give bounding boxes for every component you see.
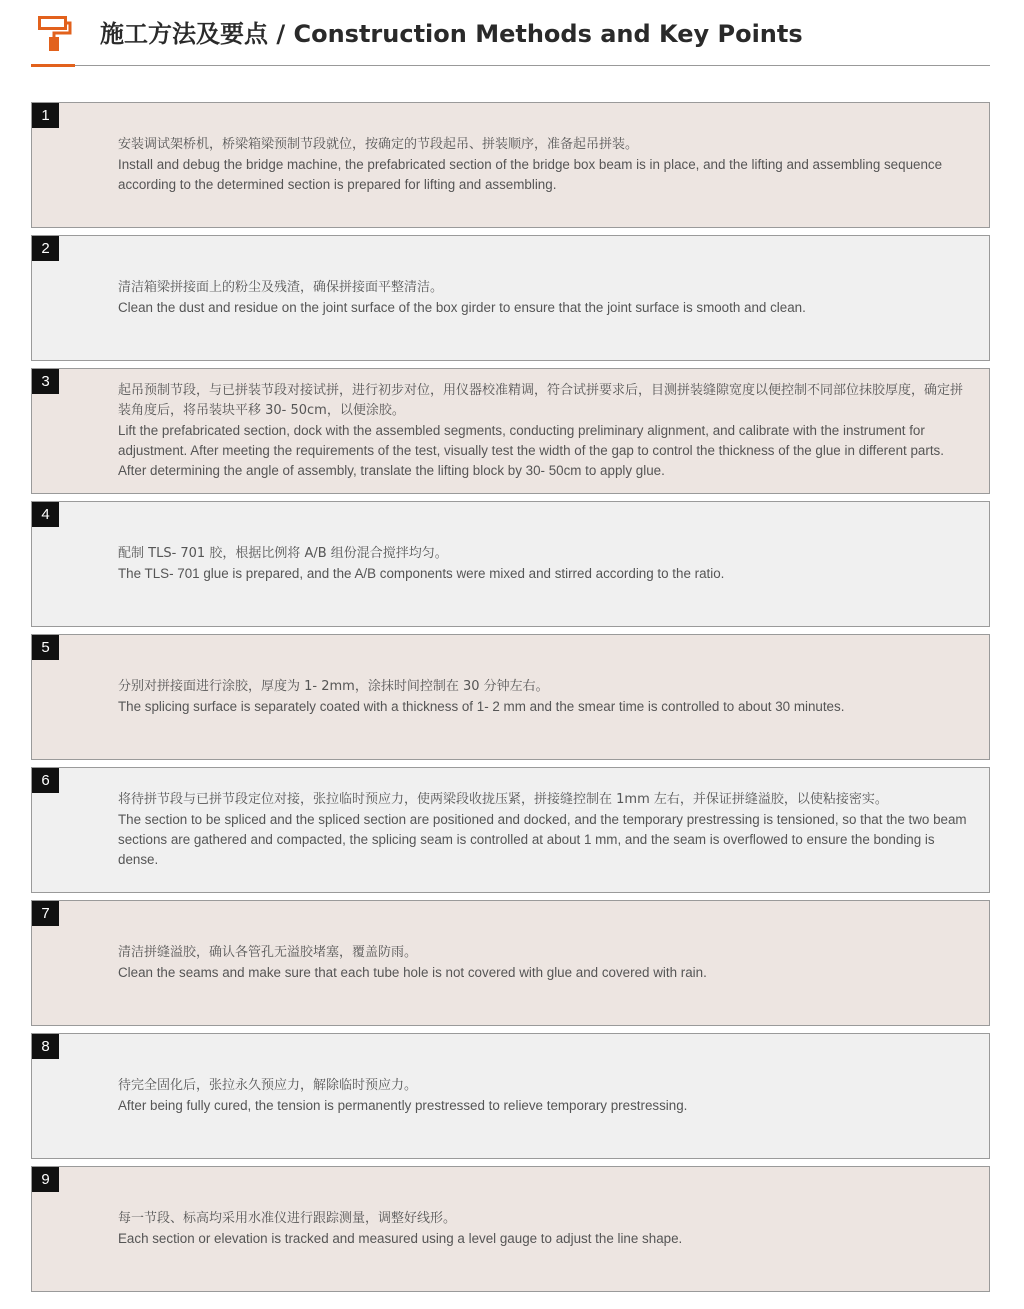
step-number-badge: 4 xyxy=(32,502,59,527)
step-text xyxy=(118,502,971,626)
step-text-zh: 清洁箱梁拼接面上的粉尘及残渣，确保拼接面平整清洁。 xyxy=(118,280,444,295)
step-number-badge: 5 xyxy=(32,635,59,660)
step-card xyxy=(31,235,990,361)
step-card xyxy=(31,368,990,494)
step-text-en: The splicing surface is separately coated with a thickness of 1- 2 mm and the smear time is controlled to about 30 minutes. xyxy=(118,699,845,714)
step-text-zh: 待完全固化后，张拉永久预应力，解除临时预应力。 xyxy=(118,1078,418,1093)
page-title: 施工方法及要点 / Construction Methods and Key Points xyxy=(100,20,803,48)
step-number-badge: 1 xyxy=(32,103,59,128)
step-text xyxy=(118,1034,971,1158)
page-header xyxy=(0,0,1024,70)
step-number-badge: 6 xyxy=(32,768,59,793)
step-card xyxy=(31,900,990,1026)
step-card xyxy=(31,634,990,760)
step-text-zh: 将待拼节段与已拼节段定位对接，张拉临时预应力，使两梁段收拢压紧，拼接缝控制在 1mm 左右，并保证拼缝溢胶，以使粘接密实。 xyxy=(118,792,888,807)
step-text-en: The TLS- 701 glue is prepared, and the A/B components were mixed and stirred according to the ratio. xyxy=(118,566,725,581)
step-card xyxy=(31,1033,990,1159)
step-number-badge: 3 xyxy=(32,369,59,394)
header-accent-bar xyxy=(31,64,75,67)
step-card xyxy=(31,1166,990,1292)
step-text-en: The section to be spliced and the spliced section are positioned and docked, and the temporary prestressing is tensioned, so that the two beam sections are gathered and compacted, the splicing seam is controlled at about 1 mm, and the seam is overflowed to ensure the bonding is dense. xyxy=(118,812,967,867)
step-card xyxy=(31,767,990,893)
steps-list xyxy=(31,102,990,1299)
step-text-en: Clean the seams and make sure that each tube hole is not covered with glue and covered with rain. xyxy=(118,965,707,980)
step-text xyxy=(118,768,971,892)
step-text-en: Clean the dust and residue on the joint surface of the box girder to ensure that the joint surface is smooth and clean. xyxy=(118,300,806,315)
step-text-zh: 分别对拼接面进行涂胶，厚度为 1- 2mm，涂抹时间控制在 30 分钟左右。 xyxy=(118,679,549,694)
step-text-en: Lift the prefabricated section, dock with the assembled segments, conducting preliminary alignment, and calibrate with the instrument for adjustment. After meeting the requirements of the test, visually test the width of the gap to control the thickness of the glue in different parts. After determining the angle of assembly, translate the lifting block by 30- 50cm to apply glue. xyxy=(118,423,944,478)
step-number-badge: 8 xyxy=(32,1034,59,1059)
step-card xyxy=(31,501,990,627)
step-text-zh: 每一节段、标高均采用水准仪进行跟踪测量，调整好线形。 xyxy=(118,1211,457,1226)
paint-roller-icon xyxy=(38,16,72,52)
step-text-zh: 清洁拼缝溢胶，确认各管孔无溢胶堵塞，覆盖防雨。 xyxy=(118,945,418,960)
step-number-badge: 2 xyxy=(32,236,59,261)
step-card xyxy=(31,102,990,228)
step-text-en: After being fully cured, the tension is permanently prestressed to relieve temporary prestressing. xyxy=(118,1098,688,1113)
step-text-en: Each section or elevation is tracked and measured using a level gauge to adjust the line shape. xyxy=(118,1231,683,1246)
step-text xyxy=(118,635,971,759)
step-text-zh: 起吊预制节段，与已拼装节段对接试拼，进行初步对位，用仪器校准精调，符合试拼要求后，目测拼装缝隙宽度以便控制不同部位抹胶厚度，确定拼装角度后，将吊装块平移 30- 50cm，以便涂胶。 xyxy=(118,383,964,418)
step-text-zh: 安装调试架桥机，桥梁箱梁预制节段就位，按确定的节段起吊、拼装顺序，准备起吊拼装。 xyxy=(118,137,639,152)
step-number-badge: 9 xyxy=(32,1167,59,1192)
header-divider xyxy=(31,65,990,66)
step-text-zh: 配制 TLS- 701 胶，根据比例将 A/B 组份混合搅拌均匀。 xyxy=(118,546,448,561)
step-text xyxy=(118,236,971,360)
step-text xyxy=(118,369,971,493)
step-text-en: Install and debug the bridge machine, the prefabricated section of the bridge box beam is in place, and the lifting and assembling sequence according to the determined section is prepared for lifting and assembling. xyxy=(118,157,943,192)
step-text xyxy=(118,901,971,1025)
step-number-badge: 7 xyxy=(32,901,59,926)
step-text xyxy=(118,103,971,227)
step-text xyxy=(118,1167,971,1291)
